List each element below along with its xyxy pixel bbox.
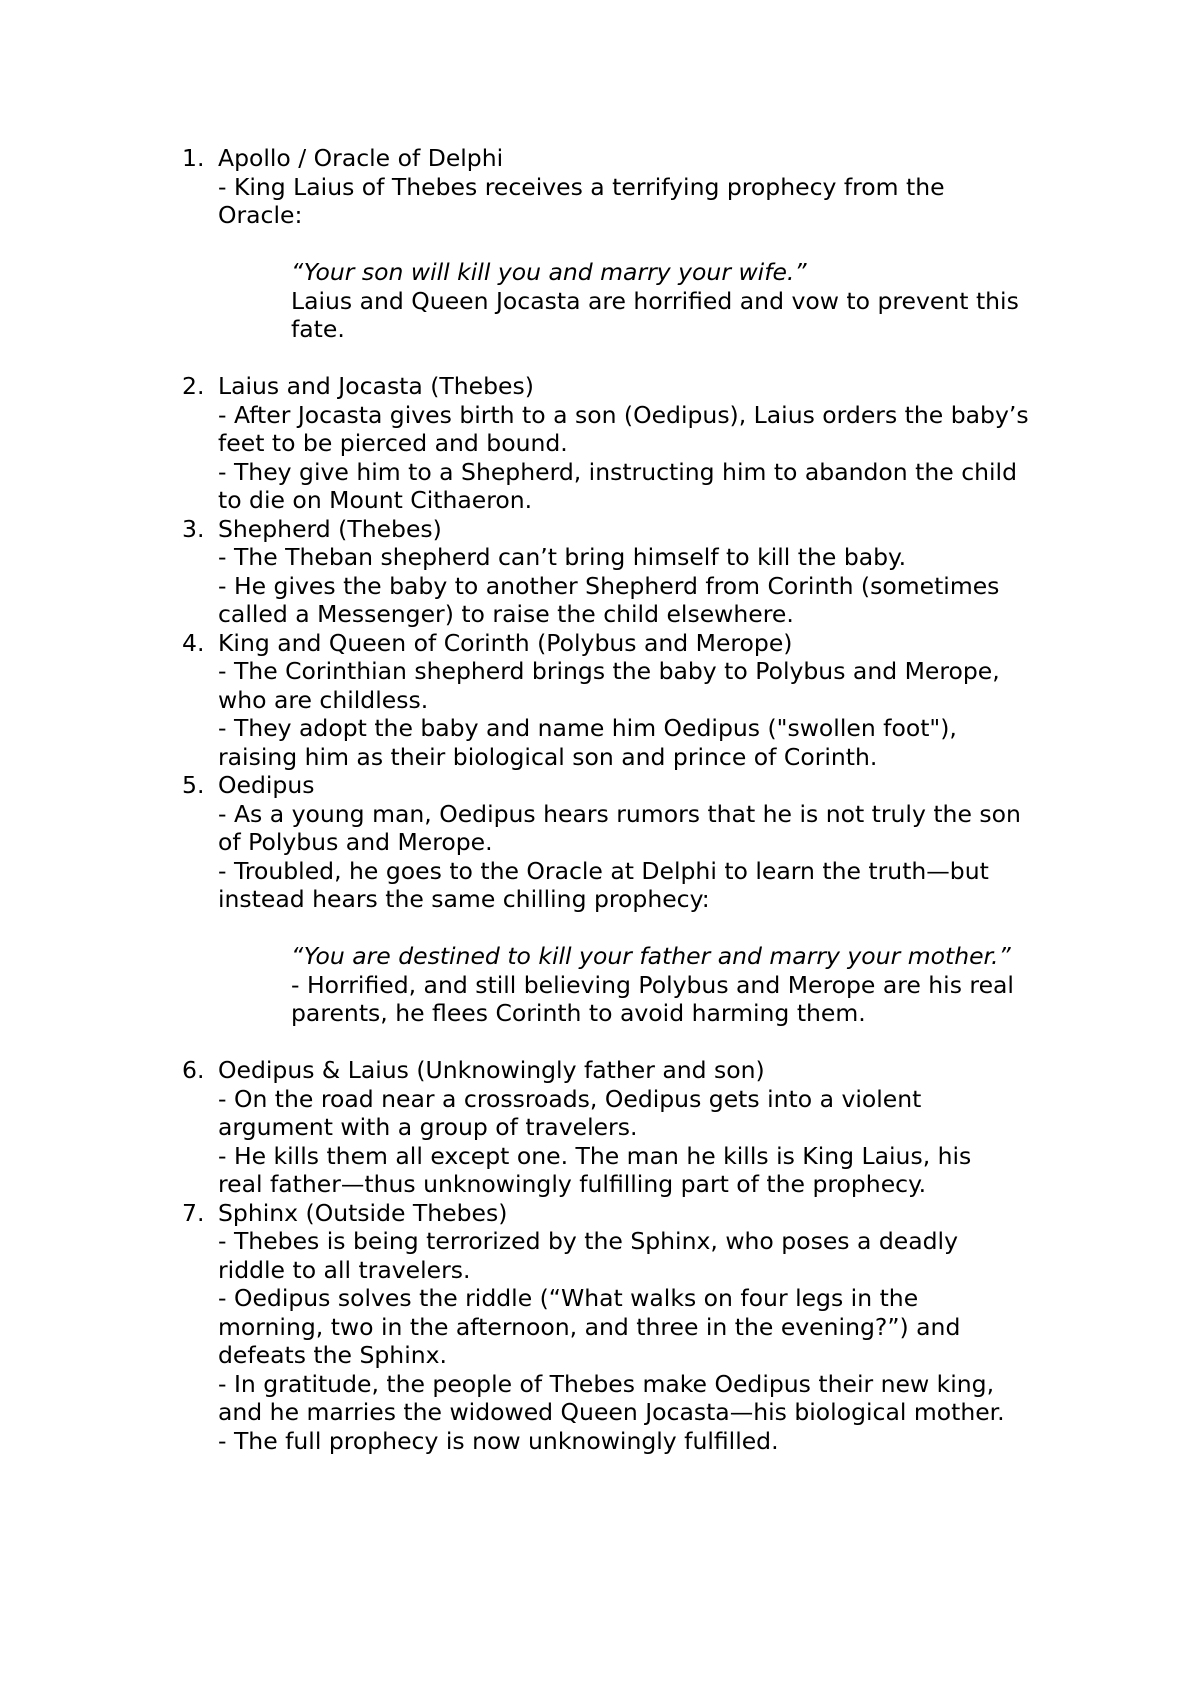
item-line: - Troubled, he goes to the Oracle at Delphi to learn the truth—but <box>218 856 989 885</box>
item-line: real father—thus unknowingly fulfilling part of the prophecy. <box>218 1170 927 1198</box>
item-number: 3. <box>182 514 205 543</box>
item-title: Apollo / Oracle of Delphi <box>218 144 504 172</box>
item-title: Sphinx (Outside Thebes) <box>218 1198 508 1227</box>
item-line: of Polybus and Merope. <box>218 828 493 856</box>
item-line: to die on Mount Cithaeron. <box>218 486 533 514</box>
item-number: 6. <box>182 1056 205 1084</box>
document-page <box>0 144 1200 1455</box>
item-line: - After Jocasta gives birth to a son (Oedipus), Laius orders the baby’s <box>218 400 1029 429</box>
item-line: - They adopt the baby and name him Oedipus ("swollen foot"), <box>218 714 957 742</box>
item-number: 4. <box>182 628 205 657</box>
list-item-1 <box>0 144 1200 372</box>
item-line: riddle to all travelers. <box>218 1255 471 1284</box>
item-line: feet to be pierced and bound. <box>218 429 568 457</box>
item-line: - He gives the baby to another Shepherd from Corinth (sometimes <box>218 571 1000 600</box>
item-line: morning, two in the afternoon, and three in the evening?”) and <box>218 1312 961 1341</box>
item-line: - As a young man, Oedipus hears rumors that he is not truly the son <box>218 799 1021 828</box>
item-title: Oedipus & Laius (Unknowingly father and son) <box>218 1056 765 1084</box>
item-line: - They give him to a Shepherd, instructing him to abandon the child <box>218 457 1017 486</box>
item-line: Laius and Queen Jocasta are horrified and vow to prevent this <box>291 286 1019 315</box>
item-line: raising him as their biological son and prince of Corinth. <box>218 742 878 771</box>
item-line: - The Corinthian shepherd brings the baby to Polybus and Merope, <box>218 657 1000 685</box>
item-line: - On the road near a crossroads, Oedipus gets into a violent <box>218 1084 922 1113</box>
item-line: - He kills them all except one. The man he kills is King Laius, his <box>218 1141 972 1170</box>
item-line: fate. <box>291 315 345 343</box>
item-number: 5. <box>182 771 205 799</box>
item-line: and he marries the widowed Queen Jocasta—his biological mother. <box>218 1398 1005 1426</box>
item-line: defeats the Sphinx. <box>218 1341 447 1369</box>
item-line: Oracle: <box>218 201 303 229</box>
list-item-4 <box>0 629 1200 772</box>
item-line: who are childless. <box>218 685 429 714</box>
item-title: King and Queen of Corinth (Polybus and Merope) <box>218 628 793 657</box>
item-line: - King Laius of Thebes receives a terrifying prophecy from the <box>218 172 945 201</box>
item-title: Oedipus <box>218 771 315 799</box>
item-line: - The Theban shepherd can’t bring himself to kill the baby. <box>218 543 907 571</box>
item-line: - In gratitude, the people of Thebes make Oedipus their new king, <box>218 1369 995 1398</box>
list-item-6 <box>0 1056 1200 1199</box>
item-line: - The full prophecy is now unknowingly fulfilled. <box>218 1426 779 1455</box>
item-line: - Horrified, and still believing Polybus and Merope are his real <box>291 970 1014 999</box>
item-line: instead hears the same chilling prophecy: <box>218 885 710 913</box>
list-item-3 <box>0 515 1200 629</box>
item-line: argument with a group of travelers. <box>218 1113 638 1141</box>
list-item-7 <box>0 1199 1200 1456</box>
item-line: parents, he flees Corinth to avoid harming them. <box>291 999 866 1027</box>
item-title: Shepherd (Thebes) <box>218 514 442 543</box>
item-title: Laius and Jocasta (Thebes) <box>218 372 534 400</box>
list-item-5 <box>0 771 1200 1056</box>
item-line: - Thebes is being terrorized by the Sphinx, who poses a deadly <box>218 1227 958 1255</box>
item-number: 2. <box>182 372 205 400</box>
prophecy-quote: “You are destined to kill your father and marry your mother.” <box>291 942 1011 970</box>
list-item-2 <box>0 372 1200 515</box>
item-number: 1. <box>182 144 205 172</box>
item-line: - Oedipus solves the riddle (“What walks on four legs in the <box>218 1284 919 1312</box>
item-number: 7. <box>182 1198 205 1227</box>
item-line: called a Messenger) to raise the child elsewhere. <box>218 600 794 628</box>
prophecy-quote: “Your son will kill you and marry your wife.” <box>291 258 807 286</box>
